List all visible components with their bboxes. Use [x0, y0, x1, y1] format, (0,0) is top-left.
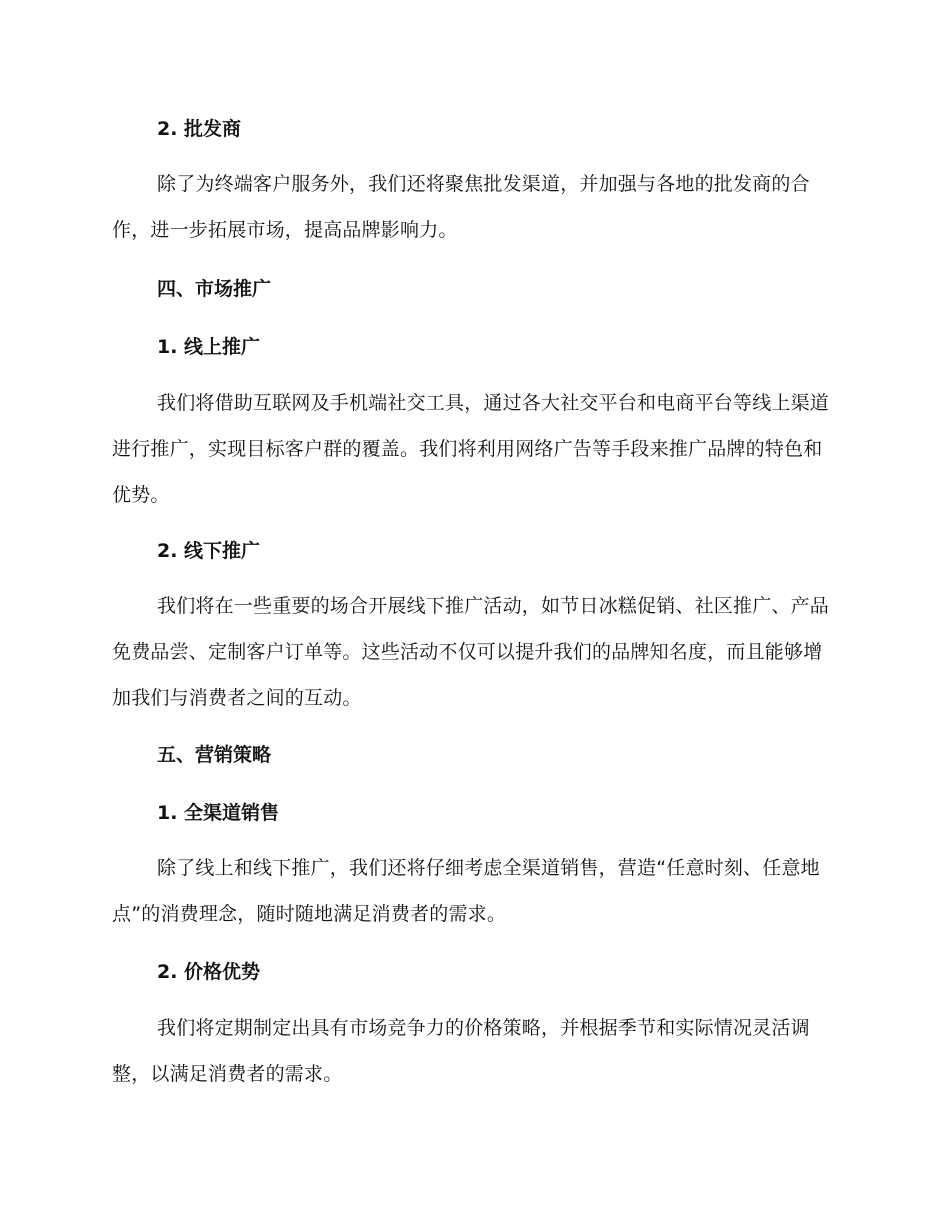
heading-online-promotion: 1. 线上推广 [157, 336, 261, 358]
heading-marketing-strategy: 五、营销策略 [157, 744, 272, 766]
heading-wholesaler: 2. 批发商 [157, 118, 242, 140]
heading-price-advantage: 2. 价格优势 [157, 961, 261, 983]
heading-omnichannel-sales: 1. 全渠道销售 [157, 802, 280, 824]
paragraph-price-advantage: 我们将定期制定出具有市场竞争力的价格策略，并根据季节和实际情况灵活调整，以满足消费者的需求。 [112, 1017, 810, 1085]
paragraph-offline-promotion: 我们将在一些重要的场合开展线下推广活动，如节日冰糕促销、社区推广、产品免费品尝、定制客户订单等。这些活动不仅可以提升我们的品牌知名度，而且能够增加我们与消费者之间的互动。 [112, 595, 830, 709]
paragraph-online-promotion: 我们将借助互联网及手机端社交工具，通过各大社交平台和电商平台等线上渠道进行推广，实现目标客户群的覆盖。我们将利用网络广告等手段来推广品牌的特色和优势。 [112, 392, 830, 506]
heading-market-promotion: 四、市场推广 [157, 278, 272, 300]
heading-offline-promotion: 2. 线下推广 [157, 540, 261, 562]
paragraph-wholesaler: 除了为终端客户服务外，我们还将聚焦批发渠道，并加强与各地的批发商的合作，进一步拓展市场，提高品牌影响力。 [112, 173, 810, 241]
paragraph-omnichannel-sales: 除了线上和线下推广，我们还将仔细考虑全渠道销售，营造“任意时刻、任意地点”的消费理念，随时随地满足消费者的需求。 [112, 857, 820, 925]
